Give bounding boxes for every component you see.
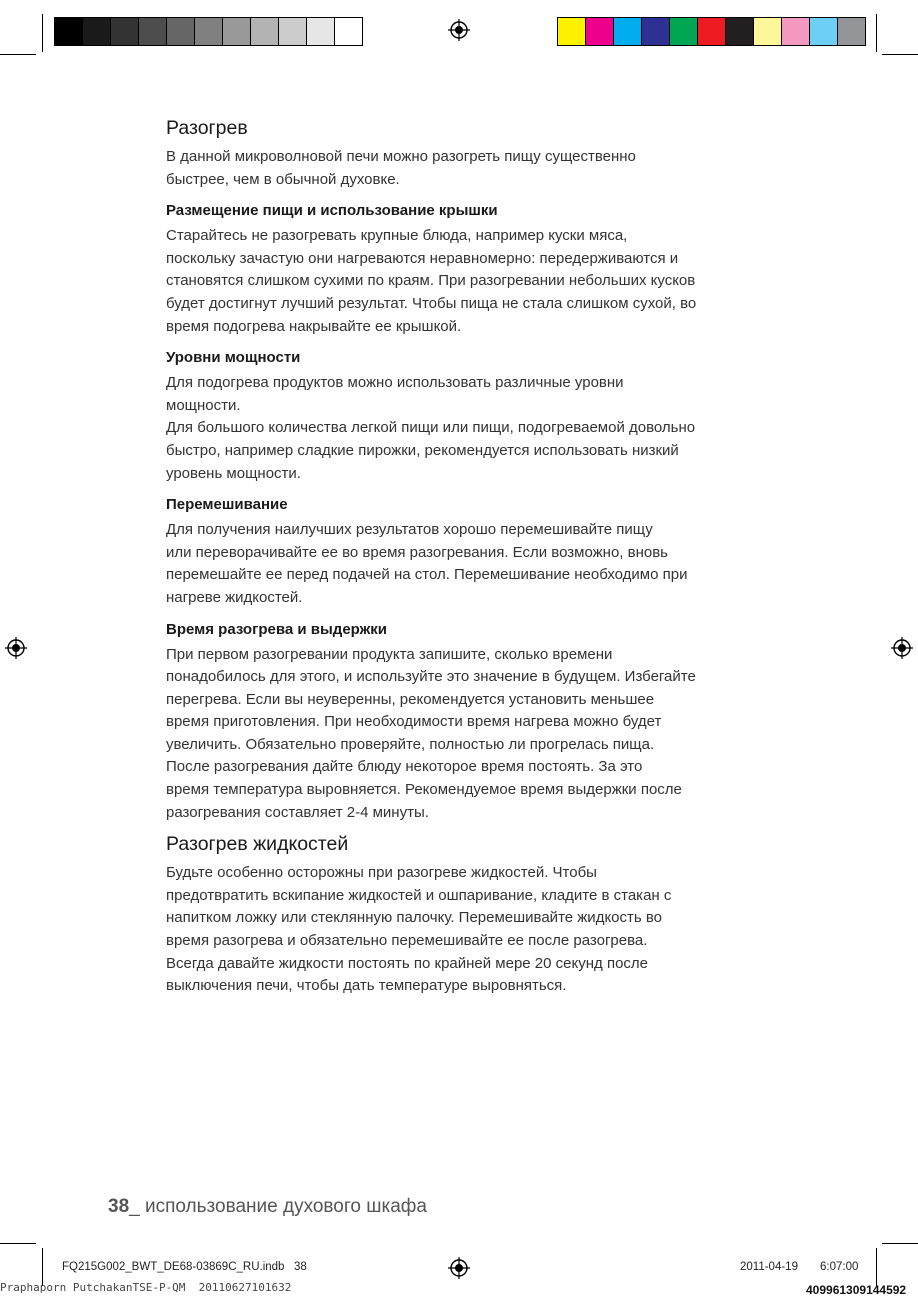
gray-swatch [138, 18, 166, 45]
grayscale-color-bar [54, 17, 363, 46]
page-content [166, 116, 806, 998]
crop-mark-top-left-v [42, 14, 43, 52]
section-intro-reheating: В данной микроволновой печи можно разогреть пищу существенно быстрее, чем в обычной духовке. [166, 148, 636, 188]
subsection-heading-stirring: Перемешивание [166, 496, 288, 514]
gray-swatch [334, 18, 362, 45]
section-title-liquids: Разогрев жидкостей [166, 833, 349, 856]
crop-mark-top-left-h [0, 54, 36, 55]
subsection-heading-placement: Размещение пищи и использование крышки [166, 202, 498, 220]
page-number: 38 [108, 1196, 130, 1217]
section-title-reheating: Разогрев [166, 117, 248, 139]
registration-mark-right-icon [891, 637, 913, 659]
color-swatch [669, 18, 697, 45]
gray-swatch [55, 18, 82, 45]
gray-swatch [110, 18, 138, 45]
gray-swatch [306, 18, 334, 45]
subsection-text-stirring: Для получения наилучших результатов хорошо перемешивайте пищу или переворачивайте ее во время разогревания. Если возможно, вновь перемешайте ее перед подачей на стол. Перемешивание необходимо при нагреве жидкостей. [166, 521, 688, 606]
crop-mark-top-right-v [876, 14, 877, 52]
slug-time: 6:07:00 [820, 1261, 859, 1273]
color-swatch [781, 18, 809, 45]
subsection-text-standing-time: При первом разогревании продукта запишите, сколько времени понадобилось для этого, и используйте это значение в будущем. Избегайте перегрева. Если вы неуверенны, рекомендуется установить меньшее время приготовления. При необходимости время нагрева можно будет увеличить. Обязательно проверяйте, полностью ли прогрелась пища. После разогревания дайте блюду некоторое время постоять. За это время температура выровняется. Рекомендуемое время выдержки после разогревания составляет 2-4 минуты. [166, 645, 696, 821]
process-color-bar [557, 17, 866, 46]
page-footer [108, 1196, 427, 1218]
crop-mark-bottom-left-h [0, 1243, 36, 1244]
crop-mark-bottom-right-h [882, 1243, 918, 1244]
color-swatch [837, 18, 865, 45]
color-swatch [585, 18, 613, 45]
gray-swatch [166, 18, 194, 45]
footer-section-label: _ использование духового шкафа [129, 1196, 427, 1217]
color-swatch [613, 18, 641, 45]
registration-mark-top-icon [448, 19, 470, 41]
subsection-heading-power-levels: Уровни мощности [166, 349, 301, 367]
subsection-text-placement: Старайтесь не разогревать крупные блюда, например куски мяса, поскольку зачастую они нагреваются неравномерно: передерживаются и становятся слишком сухими по краям. При разогревании небольших кусков будет достигнут лучший результат. Чтобы пища не стала слишком сухой, во время подогрева накрывайте ее крышкой. [166, 227, 697, 335]
color-swatch [753, 18, 781, 45]
registration-mark-bottom-icon [448, 1257, 470, 1279]
crop-mark-bottom-right-v [876, 1248, 877, 1286]
color-swatch [809, 18, 837, 45]
color-swatch [725, 18, 753, 45]
crop-mark-top-right-h [882, 54, 918, 55]
section-intro-liquids: Будьте особенно осторожны при разогреве жидкостей. Чтобы предотвратить вскипание жидкостей и ошпаривание, кладите в стакан с напитком ложку или стеклянную палочку. Перемешивайте жидкость во время разогрева и обязательно перемешивайте ее после разогрева. Всегда давайте жидкости постоять по крайней мере 20 секунд после выключения печи, чтобы дать температуре выровняться. [166, 864, 672, 995]
gray-swatch [194, 18, 222, 45]
slug-date: 2011-04-19 [740, 1261, 798, 1273]
gray-swatch [82, 18, 110, 45]
slug-operator: Praphaporn PutchakanTSE-P-QM 20110627101632 [0, 1281, 292, 1294]
subsection-text-power-levels: Для подогрева продуктов можно использовать различные уровни мощности. Для большого количества легкой пищи или пищи, подогреваемой довольно быстро, например сладкие пирожки, рекомендуется использовать низкий уровень мощности. [166, 374, 696, 482]
slug-file-name: FQ215G002_BWT_DE68-03869C_RU.indb 38 [62, 1261, 307, 1273]
color-swatch [697, 18, 725, 45]
gray-swatch [278, 18, 306, 45]
gray-swatch [222, 18, 250, 45]
color-swatch [558, 18, 585, 45]
color-swatch [641, 18, 669, 45]
gray-swatch [250, 18, 278, 45]
slug-code: 409961309144592 [806, 1283, 907, 1297]
subsection-heading-standing-time: Время разогрева и выдержки [166, 620, 387, 638]
registration-mark-left-icon [5, 637, 27, 659]
